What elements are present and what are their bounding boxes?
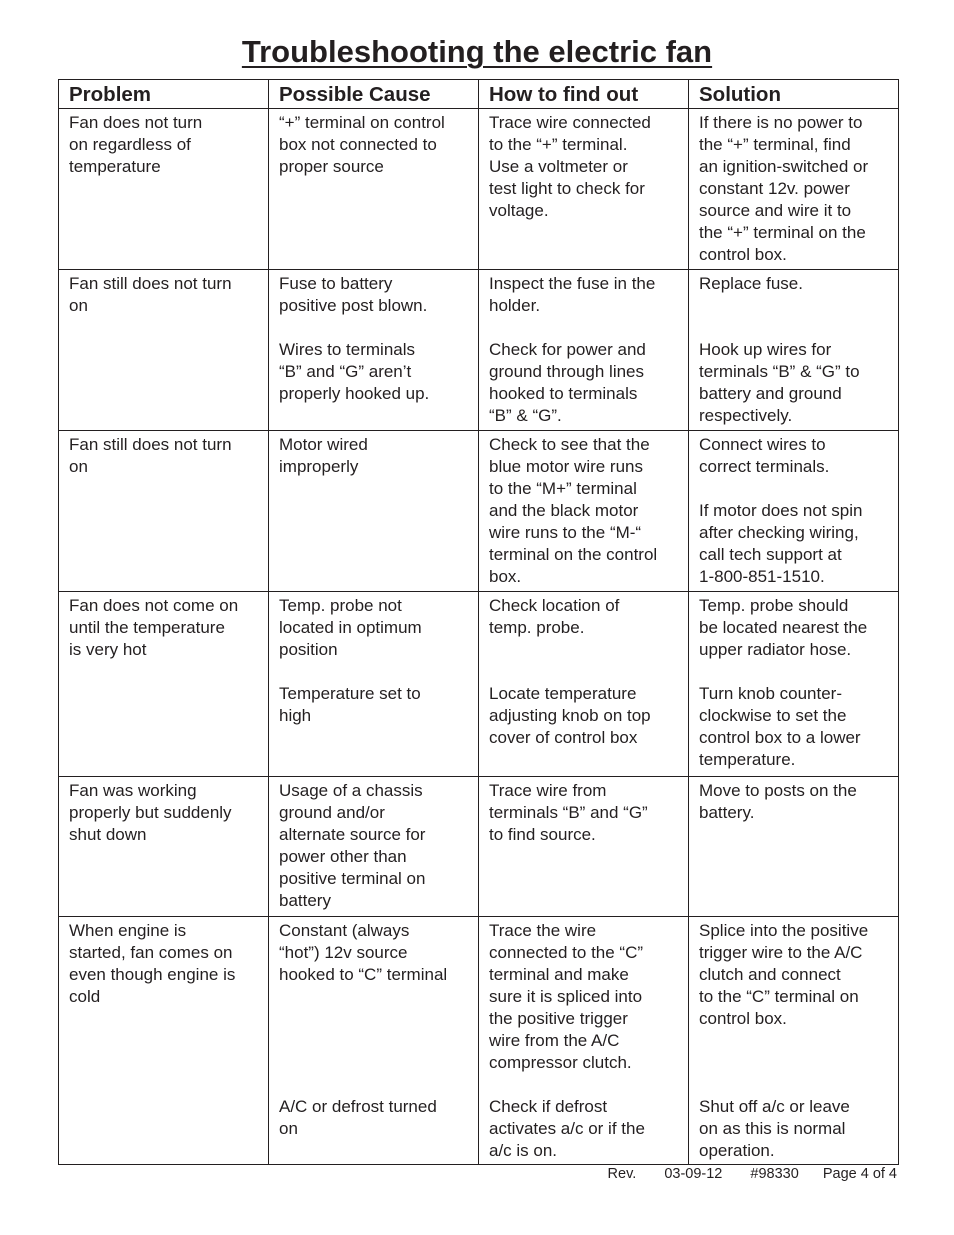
cell-text-line: Constant (always (279, 921, 410, 940)
cell-text-line: and the black motor (489, 501, 639, 520)
cell-text-line (279, 1008, 468, 1030)
cell-text-line: “B” and “G” aren’t (279, 362, 412, 381)
cell-problem (59, 917, 269, 1165)
cell-text-line: terminals “B” and “G” (489, 803, 648, 822)
cell-text-line: started, fan comes on (69, 943, 233, 962)
cell-paragraph (699, 1096, 888, 1162)
cell-text-line: ground and/or (279, 803, 385, 822)
cell-text-line: Check for power and (489, 340, 646, 359)
paragraph-gap (699, 478, 888, 500)
cell-text-line: call tech support at (699, 545, 842, 564)
cell-text-line: positive post blown. (279, 296, 428, 315)
cell-text-line: terminal and make (489, 965, 629, 984)
cell-text-line: respectively. (699, 406, 793, 425)
cell-paragraph (699, 780, 888, 824)
cell-text-line: temperature. (699, 750, 796, 769)
cell-text-line: wire runs to the “M-“ (489, 523, 642, 542)
cell-text-line: test light to check for (489, 179, 645, 198)
cell-possible-cause (269, 917, 479, 1165)
column-header-how-to-find-out: How to find out (479, 80, 689, 109)
cell-text-line: power other than (279, 847, 407, 866)
cell-text-line: terminal on the control (489, 545, 658, 564)
cell-text-line: control box to a lower (699, 728, 861, 747)
cell-text-line: Use a voltmeter or (489, 157, 628, 176)
cell-text-line (279, 1052, 468, 1074)
cell-text-line: Temp. probe should (699, 596, 849, 615)
cell-paragraph (699, 339, 888, 427)
cell-text-line: upper radiator hose. (699, 640, 852, 659)
cell-text-line: “hot”) 12v source (279, 943, 408, 962)
cell-text-line (279, 1030, 468, 1052)
cell-text-line: Motor wired (279, 435, 368, 454)
cell-paragraph (699, 434, 888, 478)
paragraph-gap (489, 317, 678, 339)
cell-text-line (699, 295, 888, 317)
cell-text-line (279, 986, 468, 1008)
cell-text-line: on as this is normal (699, 1119, 846, 1138)
cell-paragraph (489, 273, 678, 317)
cell-text-line: Check location of (489, 596, 620, 615)
cell-text-line: battery. (699, 803, 755, 822)
cell-solution (689, 917, 899, 1165)
table-body (59, 109, 899, 1165)
cell-paragraph (489, 1096, 678, 1162)
cell-how-to-find-out (479, 431, 689, 592)
cell-solution (689, 270, 899, 431)
cell-possible-cause (269, 109, 479, 270)
cell-text-line: on (279, 1119, 298, 1138)
footer-date: 03-09-12 (664, 1166, 723, 1182)
cell-solution (689, 109, 899, 270)
cell-text-line: on (69, 457, 88, 476)
cell-problem (59, 431, 269, 592)
cell-solution (689, 431, 899, 592)
cell-text-line: battery and ground (699, 384, 842, 403)
cell-text-line: 1-800-851-1510. (699, 567, 825, 586)
cell-text-line: Temp. probe not (279, 596, 402, 615)
cell-text-line: proper source (279, 157, 384, 176)
cell-text-line: hooked to “C” terminal (279, 965, 448, 984)
paragraph-gap (699, 317, 888, 339)
cell-text-line: When engine is (69, 921, 187, 940)
cell-text-line: Shut off a/c or leave (699, 1097, 850, 1116)
cell-text-line: Check to see that the (489, 435, 650, 454)
cell-text-line: Splice into the positive (699, 921, 869, 940)
cell-paragraph (279, 273, 468, 317)
cell-solution (689, 777, 899, 917)
page-title: Troubleshooting the electric fan (241, 34, 713, 69)
cell-text-line: position (279, 640, 338, 659)
cell-text-line: on regardless of (69, 135, 191, 154)
table-row (59, 592, 899, 777)
cell-text-line: positive terminal on (279, 869, 426, 888)
cell-text-line: the “+” terminal on the (699, 223, 866, 242)
cell-text-line: holder. (489, 296, 541, 315)
cell-text-line: constant 12v. power (699, 179, 850, 198)
cell-paragraph (279, 434, 468, 478)
cell-text-line: located in optimum (279, 618, 422, 637)
cell-text-line: activates a/c or if the (489, 1119, 645, 1138)
cell-text-line: is very hot (69, 640, 147, 659)
cell-text-line: trigger wire to the A/C (699, 943, 863, 962)
cell-text-line: control box. (699, 1009, 787, 1028)
cell-text-line: Fan still does not turn (69, 435, 232, 454)
paragraph-gap (279, 1074, 468, 1096)
footer-rev-label: Rev. (607, 1166, 637, 1182)
cell-text-line: on (69, 296, 88, 315)
cell-text-line: to the “C” terminal on (699, 987, 859, 1006)
cell-paragraph (489, 112, 678, 222)
cell-text-line: Temperature set to (279, 684, 421, 703)
cell-text-line: If there is no power to (699, 113, 863, 132)
cell-text-line: “+” terminal on control (279, 113, 445, 132)
cell-text-line: hooked to terminals (489, 384, 638, 403)
cell-text-line: clockwise to set the (699, 706, 847, 725)
cell-text-line: operation. (699, 1141, 775, 1160)
cell-paragraph (279, 595, 468, 661)
cell-text-line: temp. probe. (489, 618, 585, 637)
column-header-solution: Solution (689, 80, 899, 109)
cell-text-line: until the temperature (69, 618, 225, 637)
cell-paragraph (489, 434, 678, 588)
cell-paragraph (699, 112, 888, 266)
cell-text-line (699, 1052, 888, 1074)
cell-text-line: Trace wire from (489, 781, 607, 800)
cell-text-line: Connect wires to (699, 435, 826, 454)
cell-possible-cause (269, 431, 479, 592)
footer-page-number: Page 4 of 4 (822, 1166, 897, 1182)
cell-paragraph (699, 920, 888, 1074)
troubleshooting-table (58, 79, 899, 1165)
cell-paragraph (279, 112, 468, 178)
cell-paragraph (699, 500, 888, 588)
cell-how-to-find-out (479, 270, 689, 431)
cell-text-line: high (279, 706, 312, 725)
cell-text-line: Hook up wires for (699, 340, 832, 359)
cell-paragraph (489, 339, 678, 427)
cell-text-line: clutch and connect (699, 965, 841, 984)
cell-text-line: Check if defrost (489, 1097, 608, 1116)
cell-text-line: to the “+” terminal. (489, 135, 628, 154)
table-row (59, 109, 899, 270)
cell-how-to-find-out (479, 592, 689, 777)
cell-text-line: blue motor wire runs (489, 457, 644, 476)
cell-text-line: Fan still does not turn (69, 274, 232, 293)
cell-text-line: A/C or defrost turned (279, 1097, 437, 1116)
paragraph-gap (279, 317, 468, 339)
cell-text-line: box. (489, 567, 522, 586)
cell-paragraph (279, 683, 468, 727)
footer-item-number: #98330 (750, 1166, 799, 1182)
cell-text-line: even though engine is (69, 965, 236, 984)
cell-paragraph (699, 273, 888, 317)
cell-problem (59, 109, 269, 270)
cell-text-line: battery (279, 891, 331, 910)
cell-text-line: the positive trigger (489, 1009, 628, 1028)
cell-paragraph (699, 683, 888, 771)
cell-text-line: Replace fuse. (699, 274, 803, 293)
cell-text-line: compressor clutch. (489, 1053, 632, 1072)
cell-text-line: to find source. (489, 825, 596, 844)
cell-text-line: correct terminals. (699, 457, 830, 476)
cell-possible-cause (269, 777, 479, 917)
cell-paragraph (489, 595, 678, 661)
cell-paragraph (279, 920, 468, 1074)
table-row (59, 777, 899, 917)
cell-text-line: Trace wire connected (489, 113, 651, 132)
cell-text-line: Inspect the fuse in the (489, 274, 656, 293)
paragraph-gap (699, 1074, 888, 1096)
cell-text-line: Fan was working (69, 781, 197, 800)
cell-text-line: to the “M+” terminal (489, 479, 637, 498)
cell-text-line: properly hooked up. (279, 384, 430, 403)
cell-how-to-find-out (479, 109, 689, 270)
cell-text-line: temperature (69, 157, 161, 176)
column-header-problem: Problem (59, 80, 269, 109)
cell-text-line: control box. (699, 245, 787, 264)
cell-text-line: properly but suddenly (69, 803, 232, 822)
cell-paragraph (489, 920, 678, 1074)
cell-text-line: Usage of a chassis (279, 781, 423, 800)
cell-text-line: sure it is spliced into (489, 987, 643, 1006)
cell-text-line: If motor does not spin (699, 501, 863, 520)
paragraph-gap (489, 661, 678, 683)
cell-text-line: an ignition-switched or (699, 157, 869, 176)
cell-text-line: “B” & “G”. (489, 406, 562, 425)
paragraph-gap (489, 1074, 678, 1096)
cell-text-line: adjusting knob on top (489, 706, 651, 725)
cell-text-line: source and wire it to (699, 201, 852, 220)
cell-paragraph (279, 339, 468, 405)
table-row (59, 270, 899, 431)
cell-text-line: Fuse to battery (279, 274, 393, 293)
cell-problem (59, 777, 269, 917)
page-footer (608, 1166, 897, 1182)
cell-text-line: Fan does not come on (69, 596, 239, 615)
table-row (59, 431, 899, 592)
cell-text-line: Turn knob counter- (699, 684, 842, 703)
cell-paragraph (489, 683, 678, 749)
cell-text-line: be located nearest the (699, 618, 868, 637)
cell-text-line: a/c is on. (489, 1141, 558, 1160)
column-header-possible-cause: Possible Cause (269, 80, 479, 109)
cell-text-line: cold (69, 987, 101, 1006)
cell-text-line (489, 639, 678, 661)
cell-text-line: ground through lines (489, 362, 645, 381)
cell-possible-cause (269, 270, 479, 431)
cell-paragraph (699, 595, 888, 661)
cell-text-line: box not connected to (279, 135, 437, 154)
cell-text-line: alternate source for (279, 825, 426, 844)
cell-possible-cause (269, 592, 479, 777)
cell-how-to-find-out (479, 777, 689, 917)
cell-solution (689, 592, 899, 777)
cell-problem (59, 592, 269, 777)
cell-problem (59, 270, 269, 431)
cell-text-line: wire from the A/C (489, 1031, 620, 1050)
cell-text-line: Fan does not turn (69, 113, 203, 132)
cell-text-line: terminals “B” & “G” to (699, 362, 860, 381)
cell-text-line: connected to the “C” (489, 943, 644, 962)
cell-text-line: shut down (69, 825, 147, 844)
cell-paragraph (279, 1096, 468, 1140)
cell-how-to-find-out (479, 917, 689, 1165)
cell-text-line: Locate temperature (489, 684, 637, 703)
cell-paragraph (279, 780, 468, 912)
cell-text-line: improperly (279, 457, 359, 476)
cell-text-line: after checking wiring, (699, 523, 859, 542)
cell-text-line: voltage. (489, 201, 549, 220)
paragraph-gap (279, 661, 468, 683)
cell-text-line: cover of control box (489, 728, 638, 747)
paragraph-gap (699, 661, 888, 683)
cell-text-line: the “+” terminal, find (699, 135, 851, 154)
cell-text-line: Wires to terminals (279, 340, 416, 359)
cell-text-line: Move to posts on the (699, 781, 857, 800)
cell-text-line: Trace the wire (489, 921, 597, 940)
table-row (59, 917, 899, 1165)
cell-paragraph (489, 780, 678, 846)
table-header-row (59, 80, 899, 109)
cell-text-line (699, 1030, 888, 1052)
